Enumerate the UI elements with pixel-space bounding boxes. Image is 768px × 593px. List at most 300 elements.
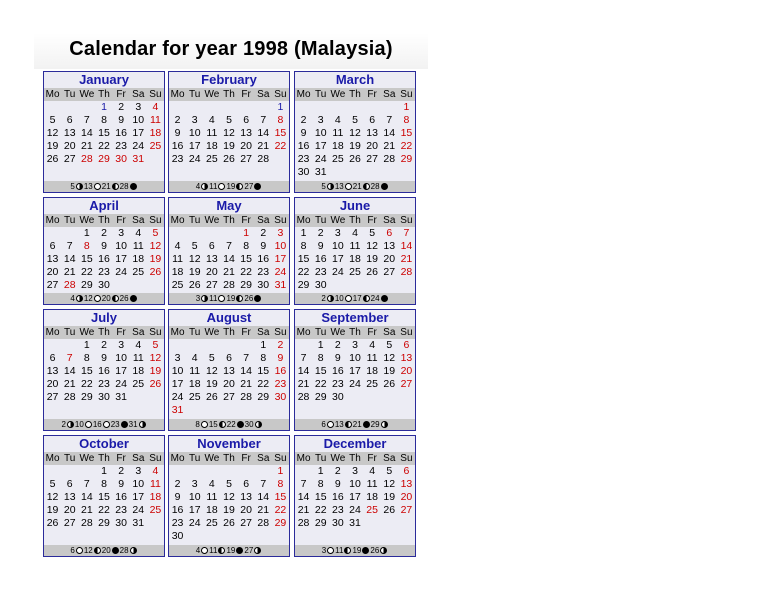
day-cell: 20: [63, 504, 76, 516]
month-name: September: [295, 310, 415, 326]
day-cell: 22: [314, 378, 327, 390]
day-cell: 7: [66, 240, 73, 252]
day-cell: 14: [63, 365, 76, 377]
empty-cell: [203, 339, 220, 352]
day-cell: 5: [49, 478, 56, 490]
day-cell: 3: [118, 227, 125, 239]
weekday-label: Mo: [45, 89, 60, 100]
full-moon-icon: [201, 421, 208, 428]
day-cell: 7: [83, 478, 90, 490]
day-cell: 9: [101, 352, 107, 364]
weekday-label: Mo: [296, 453, 311, 464]
weekday-label: Tu: [189, 89, 201, 100]
day-cell: 19: [349, 140, 361, 152]
first-quarter-moon-icon: [381, 421, 388, 428]
moon-phases-bar: [295, 293, 415, 304]
weekday-label: Mo: [45, 215, 60, 226]
weekday-label: We: [79, 215, 95, 226]
weekday-label: Sa: [132, 215, 145, 226]
month-name: January: [44, 72, 164, 88]
moon-phase-date: 17: [352, 294, 362, 303]
day-cell: 12: [383, 478, 396, 490]
empty-cell: [295, 339, 312, 352]
first-quarter-moon-icon: [327, 295, 334, 302]
day-cell: 26: [223, 517, 235, 529]
day-cell: 27: [223, 391, 235, 403]
day-cell: 9: [101, 240, 107, 252]
day-cell: 11: [206, 127, 218, 139]
empty-cell: [61, 339, 78, 352]
day-cell: 24: [188, 153, 201, 165]
day-cell: 30: [257, 279, 270, 291]
last-quarter-moon-icon: [363, 295, 370, 302]
day-grid: [169, 227, 289, 292]
empty-cell: [312, 101, 329, 114]
empty-cell: [203, 101, 220, 114]
day-cell: 20: [46, 266, 59, 278]
day-cell: 13: [383, 240, 396, 252]
day-cell: 22: [400, 140, 413, 152]
weekday-header: [44, 452, 164, 465]
day-cell: 2: [101, 227, 107, 239]
weekday-label: Sa: [383, 215, 396, 226]
day-cell: 26: [223, 153, 235, 165]
day-cell: 21: [81, 140, 93, 152]
day-cell: 27: [46, 391, 59, 403]
weekday-label: Tu: [315, 453, 327, 464]
moon-phase-date: 31: [128, 420, 138, 429]
day-cell: 5: [152, 227, 159, 239]
day-cell: 7: [243, 352, 250, 364]
weekday-header: [169, 452, 289, 465]
day-cell: 6: [49, 352, 56, 364]
weekday-label: Fr: [116, 453, 126, 464]
weekday-label: Mo: [170, 327, 185, 338]
day-cell: 16: [297, 140, 310, 152]
day-cell: 2: [334, 339, 341, 351]
day-cell: 25: [132, 378, 145, 390]
weekday-label: Tu: [64, 89, 76, 100]
day-cell: 17: [132, 491, 145, 503]
weekday-label: We: [79, 327, 95, 338]
day-cell: 19: [223, 504, 235, 516]
day-cell: 15: [297, 253, 310, 265]
day-cell: 7: [260, 114, 267, 126]
day-cell: 18: [206, 504, 218, 516]
empty-cell: [238, 465, 255, 478]
day-cell: 9: [174, 127, 181, 139]
moon-phase-date: 13: [83, 182, 93, 191]
moon-phase-date: 21: [352, 420, 362, 429]
day-grid: [169, 101, 289, 166]
day-cell: 30: [274, 391, 287, 403]
day-cell: 18: [332, 140, 344, 152]
day-cell: 24: [115, 378, 127, 390]
moon-phase-date: 19: [226, 294, 236, 303]
day-cell: 30: [98, 279, 110, 291]
weekday-label: Su: [400, 215, 413, 226]
moon-phase-date: 21: [352, 182, 362, 191]
day-cell: 1: [403, 101, 410, 113]
empty-cell: [329, 101, 346, 114]
weekday-header: [169, 214, 289, 227]
day-cell: 29: [274, 517, 287, 529]
day-cell: 6: [66, 114, 73, 126]
day-cell: 25: [149, 140, 162, 152]
day-cell: 13: [400, 352, 413, 364]
day-cell: 15: [81, 365, 93, 377]
day-cell: 3: [135, 101, 142, 113]
day-cell: 16: [332, 491, 344, 503]
day-cell: 11: [366, 478, 378, 490]
weekday-label: Th: [98, 327, 110, 338]
empty-cell: [220, 101, 237, 114]
day-cell: 17: [332, 253, 344, 265]
day-cell: 10: [188, 127, 201, 139]
weekday-label: Sa: [383, 89, 396, 100]
weekday-label: Su: [274, 89, 287, 100]
day-cell: 29: [257, 391, 270, 403]
moon-phase-date: 19: [226, 182, 236, 191]
moon-phase-date: 11: [209, 182, 218, 191]
day-cell: 3: [277, 227, 284, 239]
day-cell: 25: [206, 517, 218, 529]
day-cell: 21: [223, 266, 235, 278]
month-march: [294, 71, 416, 193]
day-cell: 2: [174, 114, 181, 126]
day-cell: 31: [115, 391, 127, 403]
weekday-label: Sa: [257, 89, 270, 100]
new-moon-icon: [254, 295, 261, 302]
weekday-header: [295, 452, 415, 465]
empty-cell: [381, 101, 398, 114]
full-moon-icon: [218, 295, 225, 302]
day-cell: 27: [400, 378, 413, 390]
month-name: November: [169, 436, 289, 452]
last-quarter-moon-icon: [363, 183, 370, 190]
day-cell: 19: [46, 140, 59, 152]
day-cell: 13: [63, 127, 76, 139]
day-cell: 22: [98, 504, 110, 516]
moon-phases-bar: [44, 419, 164, 430]
month-may: [168, 197, 290, 305]
day-cell: 8: [300, 240, 307, 252]
weekday-label: We: [330, 453, 346, 464]
day-cell: 10: [349, 352, 361, 364]
weekday-label: Th: [223, 327, 235, 338]
first-quarter-moon-icon: [130, 547, 137, 554]
day-cell: 1: [83, 339, 90, 351]
empty-cell: [169, 465, 186, 478]
full-moon-icon: [76, 547, 83, 554]
day-cell: 11: [349, 240, 361, 252]
empty-cell: [295, 465, 312, 478]
day-cell: 22: [81, 266, 93, 278]
day-cell: 1: [101, 101, 107, 113]
day-cell: 21: [297, 378, 310, 390]
empty-cell: [203, 465, 220, 478]
day-cell: 26: [46, 517, 59, 529]
day-cell: 23: [332, 504, 344, 516]
day-cell: 26: [383, 378, 396, 390]
first-quarter-moon-icon: [380, 547, 387, 554]
empty-cell: [255, 465, 272, 478]
day-cell: 10: [171, 365, 184, 377]
day-cell: 26: [366, 266, 378, 278]
moon-phases-bar: [295, 181, 415, 192]
day-cell: 26: [383, 504, 396, 516]
first-quarter-moon-icon: [139, 421, 146, 428]
moon-phases-bar: [44, 293, 164, 304]
day-cell: 11: [206, 491, 218, 503]
day-cell: 29: [81, 391, 93, 403]
day-cell: 1: [277, 465, 284, 477]
weekday-label: Sa: [383, 453, 396, 464]
day-cell: 15: [240, 253, 252, 265]
calendar-grid: [43, 71, 417, 557]
month-february: [168, 71, 290, 193]
moon-phase-date: 30: [244, 420, 254, 429]
day-cell: 25: [188, 391, 201, 403]
last-quarter-moon-icon: [112, 295, 119, 302]
full-moon-icon: [103, 421, 110, 428]
day-cell: 28: [257, 153, 270, 165]
day-cell: 20: [366, 140, 378, 152]
day-cell: 29: [98, 153, 110, 165]
full-moon-icon: [327, 547, 334, 554]
day-cell: 9: [174, 491, 181, 503]
day-cell: 12: [149, 352, 162, 364]
day-cell: 27: [400, 504, 413, 516]
day-cell: 31: [132, 153, 145, 165]
day-cell: 18: [171, 266, 184, 278]
day-grid: [295, 227, 415, 292]
day-cell: 9: [277, 352, 284, 364]
empty-cell: [346, 101, 363, 114]
day-cell: 26: [149, 266, 162, 278]
day-cell: 18: [366, 365, 378, 377]
day-cell: 27: [240, 517, 252, 529]
weekday-label: Fr: [241, 453, 251, 464]
day-cell: 18: [349, 253, 361, 265]
day-cell: 3: [118, 339, 125, 351]
day-cell: 10: [115, 240, 127, 252]
empty-cell: [169, 227, 186, 240]
weekday-label: Fr: [241, 327, 251, 338]
empty-cell: [61, 227, 78, 240]
moon-phase-date: 24: [370, 294, 380, 303]
day-cell: 23: [332, 378, 344, 390]
day-cell: 11: [132, 240, 144, 252]
day-cell: 1: [83, 227, 90, 239]
day-cell: 25: [132, 266, 145, 278]
day-cell: 22: [98, 140, 110, 152]
weekday-label: Fr: [116, 89, 126, 100]
day-cell: 11: [132, 352, 144, 364]
day-cell: 23: [171, 153, 184, 165]
day-cell: 25: [366, 504, 378, 516]
moon-phase-date: 19: [352, 546, 362, 555]
month-january: [43, 71, 165, 193]
day-cell: 12: [206, 365, 218, 377]
day-grid: [44, 227, 164, 292]
day-cell: 4: [369, 339, 376, 351]
weekday-label: Fr: [367, 327, 377, 338]
day-cell: 9: [317, 240, 324, 252]
day-cell: 24: [115, 266, 127, 278]
weekday-header: [169, 88, 289, 101]
moon-phase-date: 15: [208, 420, 218, 429]
day-cell: 4: [191, 352, 198, 364]
day-cell: 14: [400, 240, 413, 252]
weekday-header: [295, 326, 415, 339]
day-cell: 21: [257, 504, 270, 516]
day-cell: 16: [171, 504, 184, 516]
day-cell: 21: [81, 504, 93, 516]
empty-cell: [44, 465, 61, 478]
day-cell: 9: [260, 240, 267, 252]
weekday-header: [169, 326, 289, 339]
day-cell: 7: [386, 114, 393, 126]
day-cell: 7: [260, 478, 267, 490]
day-cell: 2: [118, 465, 125, 477]
day-cell: 5: [226, 478, 232, 490]
day-cell: 14: [81, 127, 93, 139]
day-cell: 1: [101, 465, 107, 477]
month-name: March: [295, 72, 415, 88]
day-cell: 14: [81, 491, 93, 503]
day-cell: 13: [223, 365, 235, 377]
moon-phase-date: 4: [195, 182, 201, 191]
moon-phase-date: 6: [321, 420, 326, 429]
day-cell: 29: [314, 391, 327, 403]
moon-phase-date: 11: [209, 546, 218, 555]
month-april: [43, 197, 165, 305]
month-august: [168, 309, 290, 431]
day-cell: 14: [63, 253, 76, 265]
month-name: April: [44, 198, 164, 214]
weekday-label: Sa: [132, 453, 145, 464]
day-cell: 10: [314, 127, 327, 139]
month-december: [294, 435, 416, 557]
day-grid: [44, 465, 164, 530]
moon-phase-date: 12: [83, 546, 93, 555]
day-cell: 6: [386, 227, 393, 239]
day-cell: 6: [243, 478, 250, 490]
full-moon-icon: [94, 183, 101, 190]
day-grid: [295, 339, 415, 404]
new-moon-icon: [362, 547, 369, 554]
day-cell: 21: [257, 140, 270, 152]
day-cell: 17: [115, 365, 127, 377]
day-cell: 9: [334, 478, 341, 490]
first-quarter-moon-icon: [201, 183, 208, 190]
weekday-label: Th: [223, 215, 235, 226]
day-cell: 26: [188, 279, 201, 291]
new-moon-icon: [130, 183, 137, 190]
weekday-label: Su: [149, 215, 162, 226]
moon-phase-date: 3: [195, 294, 201, 303]
full-moon-icon: [327, 421, 334, 428]
day-cell: 31: [132, 517, 145, 529]
moon-phase-date: 13: [334, 182, 344, 191]
day-cell: 18: [132, 365, 145, 377]
day-cell: 10: [274, 240, 287, 252]
day-cell: 30: [98, 391, 110, 403]
weekday-label: Tu: [315, 327, 327, 338]
day-cell: 29: [81, 279, 93, 291]
day-cell: 7: [403, 227, 410, 239]
moon-phase-date: 10: [74, 420, 84, 429]
day-grid: [169, 465, 289, 543]
day-cell: 14: [257, 491, 270, 503]
day-cell: 29: [240, 279, 252, 291]
day-cell: 24: [188, 517, 201, 529]
day-cell: 10: [188, 491, 201, 503]
weekday-label: Fr: [367, 89, 377, 100]
day-cell: 4: [352, 227, 358, 239]
day-cell: 24: [132, 140, 145, 152]
day-cell: 28: [240, 391, 252, 403]
day-cell: 11: [189, 365, 201, 377]
last-quarter-moon-icon: [344, 547, 351, 554]
day-cell: 8: [83, 352, 90, 364]
day-cell: 15: [314, 491, 327, 503]
day-cell: 1: [277, 101, 284, 113]
day-cell: 23: [297, 153, 310, 165]
day-cell: 3: [352, 339, 358, 351]
moon-phase-date: 28: [119, 546, 129, 555]
day-cell: 5: [191, 240, 198, 252]
moon-phase-date: 4: [195, 546, 201, 555]
day-cell: 30: [171, 530, 184, 542]
weekday-label: Tu: [189, 453, 201, 464]
day-cell: 16: [274, 365, 287, 377]
new-moon-icon: [254, 183, 261, 190]
day-cell: 6: [403, 339, 410, 351]
last-quarter-moon-icon: [236, 183, 243, 190]
day-cell: 8: [101, 478, 107, 490]
day-cell: 3: [334, 227, 341, 239]
day-cell: 31: [171, 404, 184, 416]
weekday-label: Mo: [296, 89, 311, 100]
moon-phases-bar: [169, 181, 289, 192]
weekday-label: Th: [349, 215, 361, 226]
weekday-label: We: [79, 453, 95, 464]
moon-phase-date: 21: [101, 182, 111, 191]
weekday-label: Su: [400, 89, 413, 100]
last-quarter-moon-icon: [94, 547, 101, 554]
moon-phase-date: 6: [70, 546, 75, 555]
day-cell: 31: [274, 279, 287, 291]
moon-phases-bar: [169, 293, 289, 304]
day-cell: 21: [383, 140, 396, 152]
first-quarter-moon-icon: [76, 295, 83, 302]
day-cell: 28: [297, 391, 310, 403]
weekday-label: Su: [149, 89, 162, 100]
day-cell: 12: [383, 352, 396, 364]
moon-phase-date: 27: [244, 546, 254, 555]
day-cell: 30: [314, 279, 327, 291]
day-cell: 3: [135, 465, 142, 477]
day-cell: 15: [98, 491, 110, 503]
day-cell: 7: [226, 240, 232, 252]
day-cell: 30: [297, 166, 310, 178]
moon-phase-date: 28: [370, 182, 380, 191]
new-moon-icon: [381, 183, 388, 190]
moon-phase-date: 16: [92, 420, 102, 429]
day-cell: 2: [118, 101, 125, 113]
